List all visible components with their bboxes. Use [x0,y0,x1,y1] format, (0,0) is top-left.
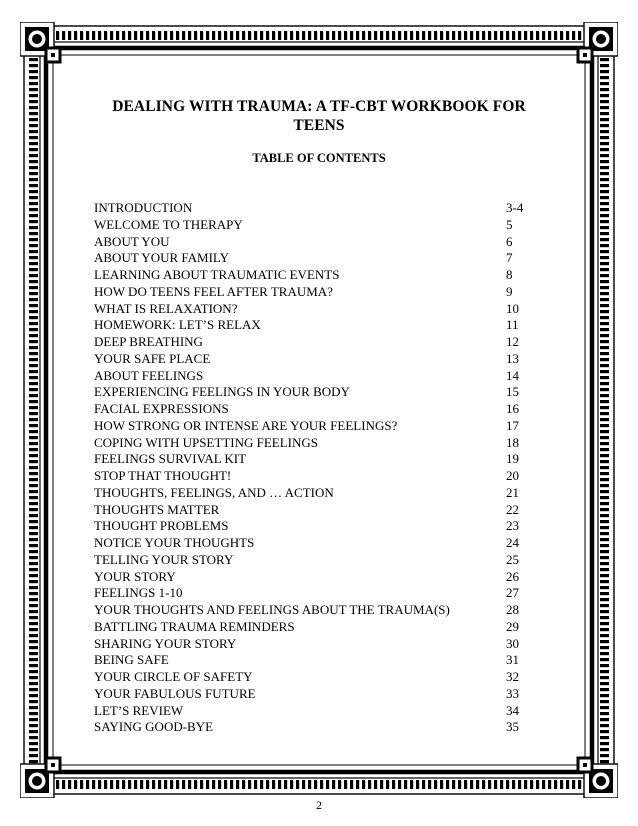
toc-entry-page: 17 [506,417,519,433]
toc-entry-page: 8 [506,267,513,282]
toc-entry-title: THOUGHTS MATTER [94,501,220,517]
toc-entry-title: NOTICE YOUR THOUGHTS [94,535,255,550]
toc-entry-page: 14 [506,367,519,383]
toc-entry-title: HOMEWORK: LET’S RELAX [94,317,261,333]
toc-entry [94,619,534,636]
toc-entry-page: 27 [506,585,519,601]
toc-entry [94,217,534,234]
toc-entry [94,200,534,217]
toc-entry [94,351,534,368]
toc-entry-page: 34 [506,702,519,718]
toc-entry-title: BEING SAFE [94,652,169,668]
toc-entry-title: YOUR CIRCLE OF SAFETY [94,669,253,684]
toc-entry-title: THOUGHTS, FEELINGS, AND … ACTION [94,484,334,500]
toc-entry [94,485,534,502]
toc-entry [94,384,534,401]
toc-entry-title: HOW DO TEENS FEEL AFTER TRAUMA? [94,283,333,299]
toc-entry-page: 7 [506,250,513,266]
toc-entry-title: BATTLING TRAUMA REMINDERS [94,618,295,634]
toc-entry-title: YOUR SAFE PLACE [94,350,211,366]
toc-entry-page: 23 [506,518,519,534]
toc-entry [94,435,534,452]
toc-entry-page: 29 [506,618,519,634]
toc-entry-title: LEARNING ABOUT TRAUMATIC EVENTS [94,267,340,282]
toc-entry-page: 35 [506,719,519,735]
toc-entry-page: 26 [506,568,519,584]
toc-entry-title: YOUR STORY [94,568,176,584]
toc-entry-page: 24 [506,535,519,550]
toc-entry [94,250,534,267]
toc-entry [94,602,534,619]
toc-entry [94,334,534,351]
toc-entry-page: 6 [506,233,513,249]
toc-entry [94,719,534,736]
toc-entry-page: 10 [506,300,519,316]
toc-entry [94,317,534,334]
toc-entry-title: ABOUT FEELINGS [94,367,204,383]
toc-entry [94,686,534,703]
toc-entry-page: 12 [506,334,519,349]
document-title: DEALING WITH TRAUMA: A TF-CBT WORKBOOK FOR TEENS [112,98,526,134]
toc-entry-title: EXPERIENCING FEELINGS IN YOUR BODY [94,384,350,400]
toc-entry [94,703,534,720]
table-of-contents [94,200,534,736]
toc-entry-title: SAYING GOOD-BYE [94,719,214,735]
toc-entry [94,552,534,569]
toc-entry-page: 32 [506,669,519,684]
toc-entry [94,284,534,301]
toc-entry-page: 13 [506,350,519,366]
toc-entry [94,418,534,435]
toc-entry-title: FACIAL EXPRESSIONS [94,401,229,416]
toc-entry-page: 28 [506,602,519,617]
toc-entry [94,518,534,535]
toc-entry [94,401,534,418]
toc-entry [94,301,534,318]
toc-entry-title: SHARING YOUR STORY [94,635,237,651]
toc-entry [94,368,534,385]
toc-entry [94,502,534,519]
toc-entry-title: THOUGHT PROBLEMS [94,518,229,534]
toc-entry [94,636,534,653]
toc-entry-title: YOUR FABULOUS FUTURE [94,685,256,701]
toc-entry-title: FEELINGS 1-10 [94,585,183,601]
toc-entry-title: TELLING YOUR STORY [94,551,234,567]
toc-entry-page: 25 [506,551,519,567]
toc-entry-page: 19 [506,451,519,467]
toc-entry-title: COPING WITH UPSETTING FEELINGS [94,434,319,450]
toc-entry-page: 22 [506,501,519,517]
toc-entry-page: 31 [506,652,519,668]
toc-entry-title: FEELINGS SURVIVAL KIT [94,451,247,467]
toc-heading: TABLE OF CONTENTS [252,151,386,165]
toc-entry [94,535,534,552]
toc-entry-title: ABOUT YOUR FAMILY [94,250,229,266]
toc-entry-page: 9 [506,283,513,299]
toc-entry [94,569,534,586]
toc-entry [94,652,534,669]
page-number: 2 [316,798,322,812]
toc-entry-title: DEEP BREATHING [94,334,203,349]
toc-entry [94,585,534,602]
toc-entry-title: STOP THAT THOUGHT! [94,468,232,483]
toc-entry [94,468,534,485]
toc-entry-title: YOUR THOUGHTS AND FEELINGS ABOUT THE TRAUMA(S) [94,602,450,617]
toc-entry-title: INTRODUCTION [94,200,193,215]
toc-entry [94,451,534,468]
toc-entry [94,267,534,284]
toc-entry-title: LET’S REVIEW [94,702,184,718]
toc-entry-page: 5 [506,216,513,232]
toc-entry-page: 15 [506,384,519,400]
toc-entry-page: 21 [506,484,519,500]
toc-entry-title: ABOUT YOU [94,233,170,249]
toc-entry [94,669,534,686]
toc-entry-page: 33 [506,685,519,701]
toc-entry-page: 16 [506,401,519,416]
toc-entry-page: 11 [506,317,519,333]
toc-entry-page: 30 [506,635,519,651]
toc-entry-title: HOW STRONG OR INTENSE ARE YOUR FEELINGS? [94,417,398,433]
toc-entry-page: 3-4 [506,200,524,215]
toc-entry-title: WHAT IS RELAXATION? [94,300,238,316]
toc-entry [94,234,534,251]
toc-entry-title: WELCOME TO THERAPY [94,216,243,232]
toc-entry-page: 18 [506,434,519,450]
toc-entry-page: 20 [506,468,519,483]
